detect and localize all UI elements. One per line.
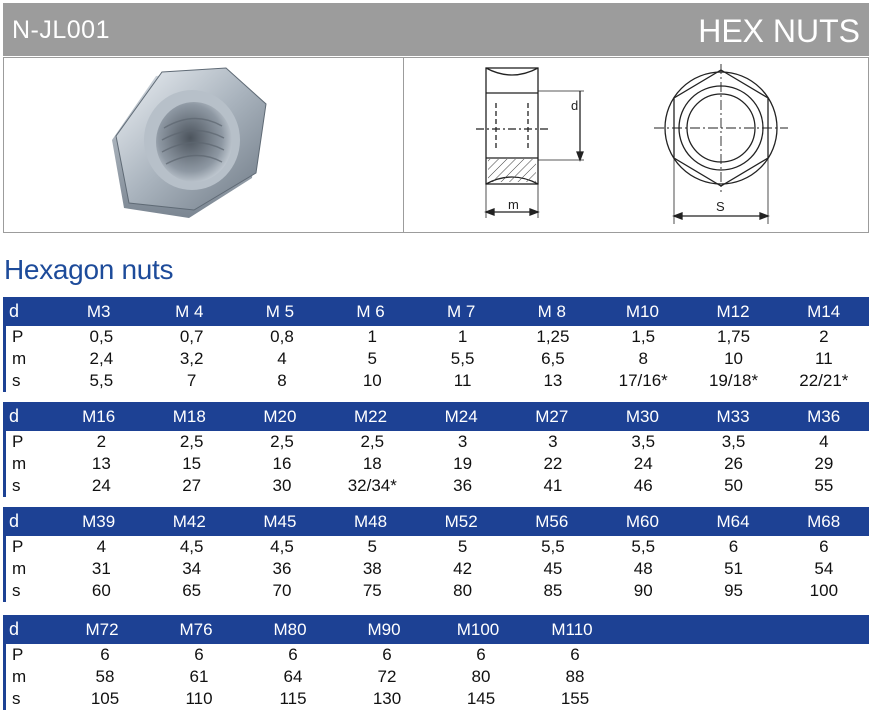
table-cell: 58	[95, 667, 115, 686]
table-cell: 6	[100, 645, 110, 664]
table-row-pitch	[3, 536, 869, 558]
row-label-d: d	[9, 511, 20, 531]
table-cell: 15	[182, 454, 202, 473]
table-cell: 26	[724, 454, 743, 473]
header-bar	[3, 3, 869, 56]
table-cell: 54	[814, 559, 834, 578]
table-cell: 22	[543, 454, 563, 473]
table-cell: 5,5	[541, 537, 565, 556]
size-cell: M 5	[265, 301, 295, 321]
size-table-4	[3, 615, 869, 710]
table-cell: 4	[277, 349, 287, 368]
size-cell: M10	[625, 301, 659, 321]
size-cell: M76	[179, 619, 213, 639]
table-row-pitch	[3, 326, 869, 348]
size-table-2	[3, 402, 869, 497]
table-cell: 48	[633, 559, 653, 578]
table-header-row	[3, 615, 869, 644]
table-cell: 2	[96, 432, 107, 451]
table-header-row	[3, 507, 869, 536]
size-cell: M 4	[175, 301, 204, 321]
table-cell: 24	[91, 476, 111, 495]
table-cell: 72	[377, 667, 397, 686]
table-cell: 32/34*	[347, 476, 397, 495]
table-cell: 88	[565, 667, 585, 686]
size-cell: M 6	[356, 301, 385, 321]
size-cell: M27	[535, 406, 569, 426]
table-cell: 60	[91, 581, 111, 600]
table-cell: 1,5	[631, 327, 656, 346]
table-cell: 7	[186, 371, 197, 390]
table-cell: 3,5	[721, 432, 746, 451]
size-cell: M64	[716, 511, 750, 531]
row-label-p: P	[12, 432, 24, 451]
size-cell: M14	[807, 301, 841, 321]
table-cell: 3	[457, 432, 468, 451]
table-row-m	[3, 348, 869, 370]
row-label-m: m	[12, 667, 27, 686]
table-cell: 11	[453, 371, 472, 390]
table-cell: 31	[91, 559, 111, 578]
row-label-p: P	[12, 537, 24, 556]
table-cell: 38	[362, 559, 382, 578]
size-cell: M42	[172, 511, 206, 531]
size-cell: M90	[367, 619, 401, 639]
row-label-d: d	[9, 301, 20, 321]
table-cell: 105	[90, 689, 120, 708]
row-label-m: m	[12, 559, 27, 578]
size-cell: M36	[807, 406, 841, 426]
size-cell: M12	[716, 301, 750, 321]
table-row-s	[3, 688, 869, 710]
table-row-m	[3, 453, 869, 475]
size-cell: M72	[85, 619, 119, 639]
product-code: N-JL001	[12, 16, 110, 44]
table-cell: 27	[182, 476, 202, 495]
size-cell: M16	[82, 406, 116, 426]
table-cell: 5	[367, 537, 378, 556]
table-cell: 115	[279, 689, 307, 708]
size-cell: M60	[625, 511, 659, 531]
table-cell: 65	[182, 581, 202, 600]
table-header-row	[3, 297, 869, 326]
table-cell: 11	[815, 349, 833, 368]
dimension-d-label: d	[571, 98, 579, 113]
row-label-p: P	[12, 645, 24, 664]
table-cell: 1,25	[536, 327, 570, 346]
size-cell: M39	[82, 511, 116, 531]
row-label-s: s	[12, 476, 21, 495]
size-cell: M33	[716, 406, 750, 426]
table-row-s	[3, 475, 869, 497]
table-cell: 34	[182, 559, 202, 578]
table-cell: 0,5	[89, 327, 114, 346]
table-cell: 4	[96, 537, 107, 556]
table-header-row	[3, 402, 869, 431]
size-table-1	[3, 297, 869, 392]
technical-drawing-panel	[403, 57, 869, 233]
size-cell: M20	[263, 406, 297, 426]
table-cell: 95	[724, 581, 743, 600]
row-label-d: d	[9, 406, 20, 426]
table-cell: 2	[819, 327, 829, 346]
table-cell: 10	[362, 371, 382, 390]
table-cell: 6,5	[541, 349, 565, 368]
size-table-3	[3, 507, 869, 602]
table-cell: 10	[724, 349, 743, 368]
table-cell: 155	[560, 689, 590, 708]
table-cell: 17/16*	[618, 371, 668, 390]
size-cell: M45	[263, 511, 297, 531]
size-cell: M80	[273, 619, 307, 639]
table-cell: 130	[372, 689, 402, 708]
row-label-m: m	[12, 349, 27, 368]
table-cell: 6	[570, 645, 580, 664]
table-cell: 13	[91, 454, 111, 473]
table-cell: 45	[543, 559, 563, 578]
table-cell: 36	[272, 559, 292, 578]
table-cell: 3,5	[631, 432, 656, 451]
table-cell: 110	[185, 689, 213, 708]
table-cell: 3,2	[179, 349, 204, 368]
product-photo-panel	[3, 57, 405, 233]
size-cell: M30	[625, 406, 659, 426]
table-row-pitch	[3, 644, 869, 666]
table-row-pitch	[3, 431, 869, 453]
table-cell: 30	[272, 476, 292, 495]
technical-drawing	[404, 58, 868, 232]
table-row-s	[3, 580, 869, 602]
row-label-d: d	[9, 619, 20, 639]
table-cell: 3	[548, 432, 558, 451]
table-cell: 36	[453, 476, 473, 495]
table-cell: 70	[272, 581, 292, 600]
table-cell: 2,5	[270, 432, 294, 451]
table-cell: 29	[814, 454, 834, 473]
size-cell: M3	[86, 301, 111, 321]
section-title: Hexagon nuts	[4, 254, 174, 285]
table-cell: 2,5	[179, 432, 204, 451]
size-cell: M68	[807, 511, 841, 531]
table-cell: 24	[633, 454, 653, 473]
table-cell: 80	[471, 667, 491, 686]
dimension-m-label: m	[508, 197, 519, 212]
table-cell: 8	[277, 371, 287, 390]
table-row-m	[3, 666, 869, 688]
table-cell: 4	[819, 432, 829, 451]
table-cell: 5,5	[89, 371, 114, 390]
row-label-s: s	[12, 689, 21, 708]
table-cell: 1,75	[716, 327, 751, 346]
size-cell: M22	[353, 406, 388, 426]
size-cell: M48	[353, 511, 388, 531]
dimension-s-label: S	[716, 199, 725, 214]
table-cell: 5,5	[450, 349, 475, 368]
row-label-p: P	[12, 327, 24, 346]
table-cell: 90	[633, 581, 653, 600]
table-cell: 50	[724, 476, 743, 495]
size-cell: M52	[444, 511, 478, 531]
table-cell: 6	[728, 537, 739, 556]
table-cell: 85	[543, 581, 563, 600]
table-cell: 41	[543, 476, 563, 495]
table-cell: 55	[814, 476, 834, 495]
table-cell: 13	[543, 371, 563, 390]
table-cell: 6	[288, 645, 298, 664]
table-cell: 46	[633, 476, 653, 495]
size-cell: M100	[456, 619, 500, 639]
table-cell: 6	[382, 645, 392, 664]
size-cell: M18	[172, 406, 206, 426]
table-cell: 6	[819, 537, 829, 556]
row-label-s: s	[12, 371, 21, 390]
table-cell: 19/18*	[708, 371, 759, 390]
table-cell: 51	[724, 559, 743, 578]
table-cell: 42	[453, 559, 473, 578]
table-cell: 5	[367, 349, 378, 368]
size-cell: M56	[535, 511, 569, 531]
table-cell: 0,8	[270, 327, 294, 346]
table-cell: 100	[809, 581, 839, 600]
table-cell: 1	[367, 327, 378, 346]
table-cell: 2,4	[89, 349, 114, 368]
size-cell: M24	[444, 406, 478, 426]
table-cell: 22/21*	[799, 371, 849, 390]
table-row-m	[3, 558, 869, 580]
table-cell: 1	[457, 327, 468, 346]
table-cell: 61	[189, 667, 209, 686]
table-cell: 18	[362, 454, 382, 473]
table-cell: 2,5	[360, 432, 385, 451]
size-cell: M110	[551, 619, 593, 639]
table-cell: 8	[638, 349, 648, 368]
table-cell: 80	[453, 581, 473, 600]
row-label-s: s	[12, 581, 21, 600]
product-title: HEX NUTS	[698, 13, 860, 49]
table-cell: 4,5	[270, 537, 294, 556]
size-cell: M 7	[446, 301, 476, 321]
side-view	[476, 68, 584, 218]
table-cell: 4,5	[179, 537, 204, 556]
table-cell: 0,7	[179, 327, 204, 346]
table-cell: 19	[453, 454, 473, 473]
table-cell: 64	[283, 667, 303, 686]
row-label-m: m	[12, 454, 27, 473]
table-row-s	[3, 370, 869, 392]
table-cell: 6	[476, 645, 486, 664]
table-cell: 145	[466, 689, 496, 708]
table-cell: 5	[457, 537, 468, 556]
table-cell: 16	[272, 454, 292, 473]
size-cell: M 8	[537, 301, 566, 321]
table-cell: 6	[194, 645, 204, 664]
table-cell: 5,5	[631, 537, 656, 556]
table-cell: 75	[362, 581, 382, 600]
hex-nut-photo	[4, 58, 404, 232]
